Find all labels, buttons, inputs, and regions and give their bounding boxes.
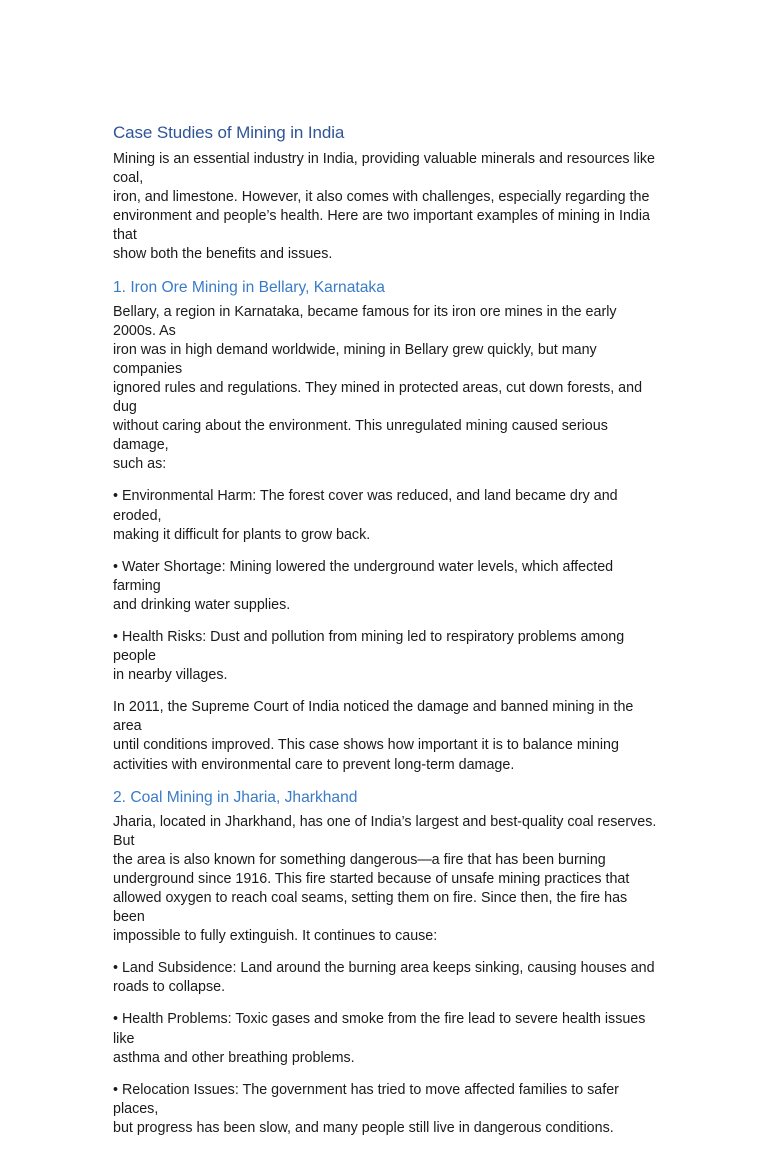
bullet-health-risks: • Health Risks: Dust and pollution from mining led to respiratory problems among people in nearby villages. [113, 628, 625, 684]
section-body-jharia: Jharia, located in Jharkhand, has one of India’s largest and best-quality coal reserves. But the area is also known for something dangerous—a fire that has been burning underground since 1916. This fire started because of unsafe mining practices that allowed oxygen to reach coal seams, setting them on fire. Since then, the fire has been impossible to fully extinguish. It continues to cause: [113, 813, 657, 945]
bullet-water-shortage: • Water Shortage: Mining lowered the underground water levels, which affected farming and drinking water supplies. [113, 558, 614, 613]
bullet-relocation-issues: • Relocation Issues: The government has tried to move affected families to safer places, but progress has been slow, and many people still live in dangerous conditions. [113, 1081, 619, 1136]
document-title: Case Studies of Mining in India [113, 123, 345, 142]
section-body-bellary: Bellary, a region in Karnataka, became famous for its iron ore mines in the early 2000s. As iron was in high demand worldwide, mining in Bellary grew quickly, but many companies ignored rules and regulations. They mined in protected areas, cut down forests, and dug without caring about the environment. This unregulated mining caused serious damage, such as: [113, 303, 643, 473]
bullet-land-subsidence: • Land Subsidence: Land around the burning area keeps sinking, causing houses and roads to collapse. [113, 960, 655, 996]
section-heading-bellary: 1. Iron Ore Mining in Bellary, Karnataka [113, 278, 385, 296]
bullet-health-problems: • Health Problems: Toxic gases and smoke from the fire lead to severe health issues like asthma and other breathing problems. [113, 1011, 646, 1066]
section-heading-jharia: 2. Coal Mining in Jharia, Jharkhand [113, 788, 358, 806]
bullet-environmental-harm: • Environmental Harm: The forest cover was reduced, and land became dry and eroded, making it difficult for plants to grow back. [113, 488, 618, 543]
section-conclusion-bellary: In 2011, the Supreme Court of India noticed the damage and banned mining in the area until conditions improved. This case shows how important it is to balance mining activities with environmental care to prevent long-term damage. [113, 699, 634, 773]
intro-paragraph: Mining is an essential industry in India, providing valuable minerals and resources like coal, iron, and limestone. However, it also comes with challenges, especially regarding the environment and people’s health. Here are two important examples of mining in India that show both the benefits and issues. [113, 151, 655, 263]
document-page [113, 122, 658, 1151]
